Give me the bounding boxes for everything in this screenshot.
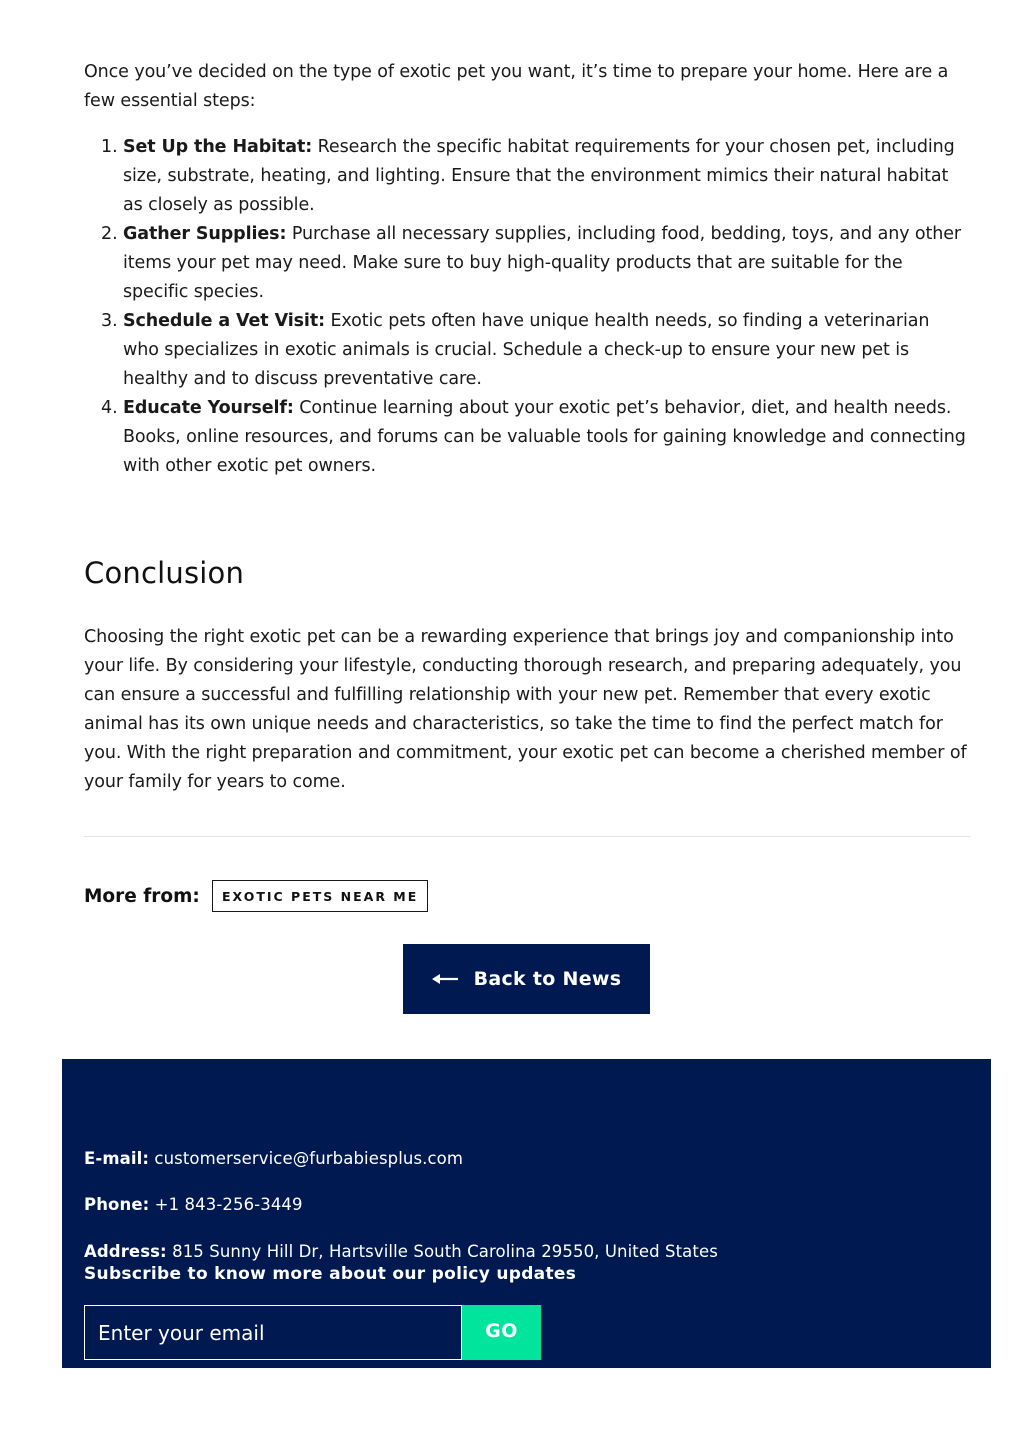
list-item: [123, 307, 970, 394]
footer-address: [84, 1242, 718, 1261]
tag-exotic-pets-near-me[interactable]: EXOTIC PETS NEAR ME: [212, 880, 428, 912]
list-item: [123, 394, 970, 481]
arrow-left-icon: [432, 973, 458, 985]
step-title: Set Up the Habitat:: [123, 137, 313, 157]
footer: [62, 1059, 991, 1368]
article-body: [84, 58, 970, 481]
step-title: Gather Supplies:: [123, 224, 287, 244]
back-to-news-label: Back to News: [473, 968, 622, 990]
more-from: [84, 880, 428, 912]
more-from-label: More from:: [84, 885, 200, 907]
phone-value: +1 843-256-3449: [149, 1195, 303, 1214]
phone-label: Phone:: [84, 1195, 150, 1214]
back-to-news-button[interactable]: [403, 944, 650, 1014]
go-button[interactable]: GO: [462, 1305, 541, 1360]
conclusion-heading: Conclusion: [84, 556, 245, 590]
step-text: Research the specific habitat requirements for your chosen pet, including size, substrate, heating, and lighting. Ensure that the environment mimics their natural habitat as closely as possible.: [123, 137, 955, 215]
address-value: 815 Sunny Hill Dr, Hartsville South Carolina 29550, United States: [166, 1242, 718, 1261]
footer-email: [84, 1149, 463, 1168]
step-title: Schedule a Vet Visit:: [123, 311, 325, 331]
steps-list: [84, 133, 970, 481]
step-title: Educate Yourself:: [123, 398, 294, 418]
divider: [84, 836, 970, 837]
intro-paragraph: Once you’ve decided on the type of exotic pet you want, it’s time to prepare your home. Here are a few essential steps:: [84, 62, 949, 111]
email-label: E-mail:: [84, 1149, 150, 1168]
subscribe-title: Subscribe to know more about our policy updates: [84, 1264, 577, 1284]
subscribe-form: [84, 1305, 541, 1360]
conclusion-paragraph: Choosing the right exotic pet can be a rewarding experience that brings joy and companionship into your life. By considering your lifestyle, conducting thorough research, and preparing adequately, you can ensure a successful and fulfilling relationship with your new pet. Remember that every exotic animal has its own unique needs and characteristics, so take the time to find the perfect match for you. With the right preparation and commitment, your exotic pet can become a cherished member of your family for years to come.: [84, 627, 967, 792]
step-text: Purchase all necessary supplies, including food, bedding, toys, and any other items your pet may need. Make sure to buy high-quality products that are suitable for the specific species.: [123, 224, 962, 302]
list-item: [123, 133, 970, 220]
footer-phone: [84, 1195, 303, 1214]
address-label: Address:: [84, 1242, 167, 1261]
list-item: [123, 220, 970, 307]
step-text: Exotic pets often have unique health needs, so finding a veterinarian who specializes in exotic animals is crucial. Schedule a check-up to ensure your new pet is healthy and to discuss preventative care.: [123, 311, 930, 389]
email-input[interactable]: [84, 1305, 462, 1360]
email-value: customerservice@furbabiesplus.com: [149, 1149, 464, 1168]
step-text: Continue learning about your exotic pet’s behavior, diet, and health needs. Books, online resources, and forums can be valuable tools for gaining knowledge and connecting with other exotic pet owners.: [123, 398, 966, 476]
